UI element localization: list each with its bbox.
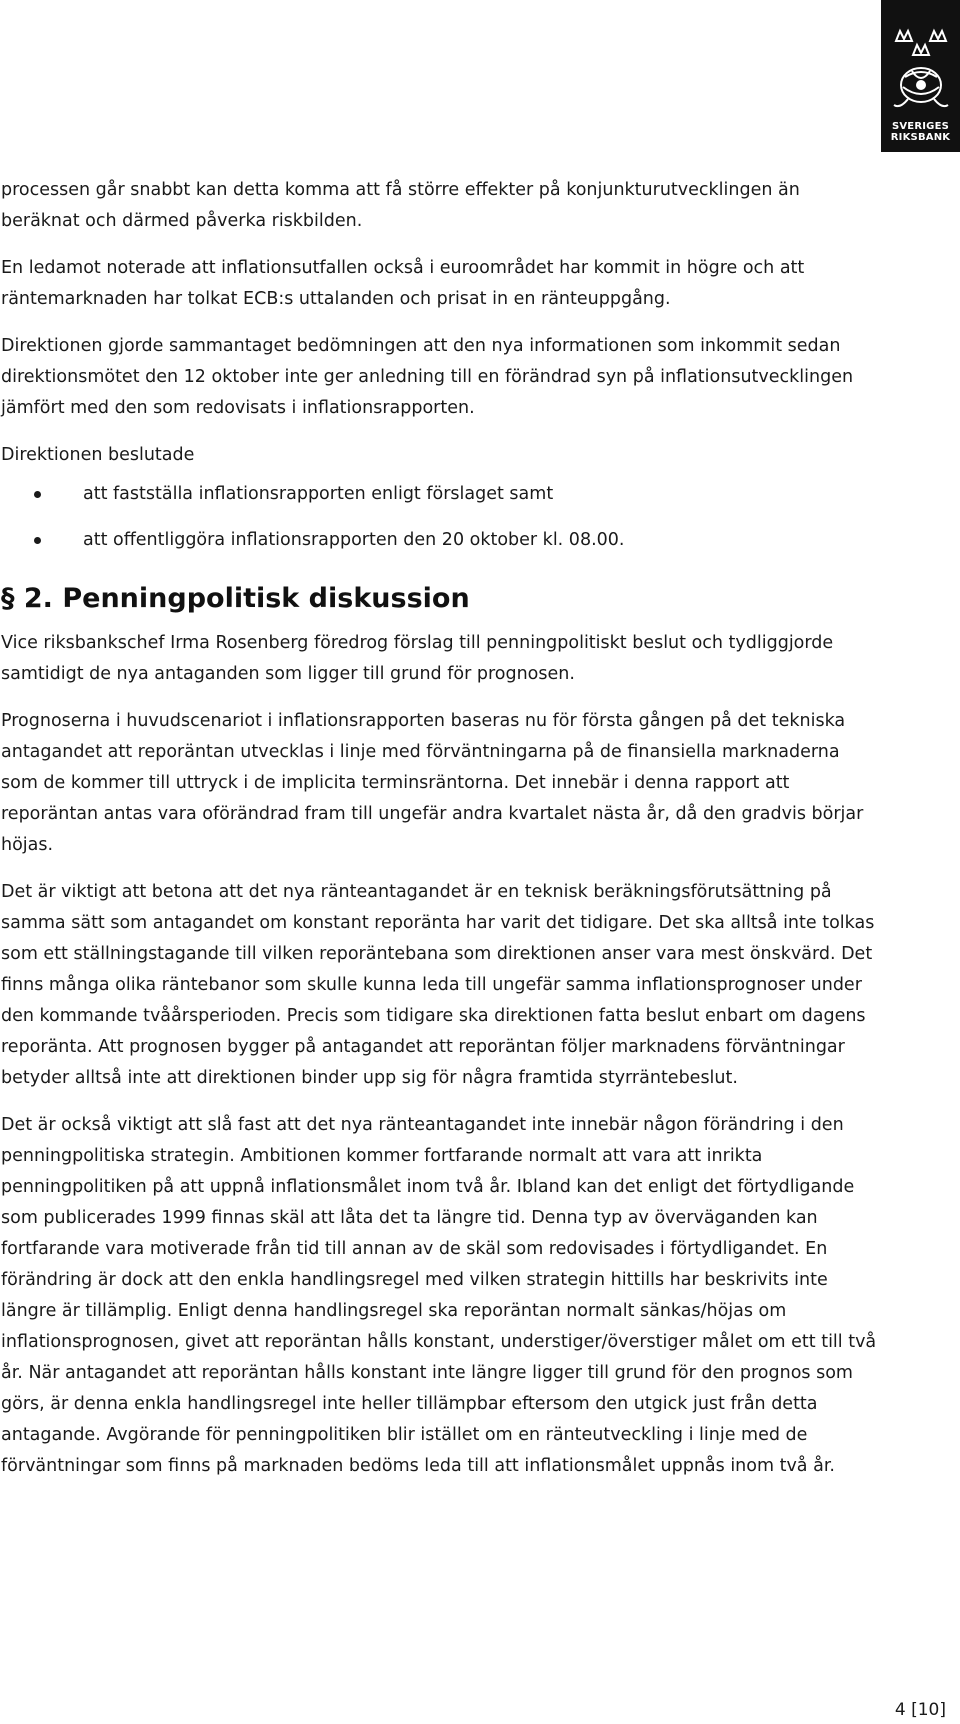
section-heading: § 2. Penningpolitisk diskussion — [1, 583, 470, 614]
bullet-icon — [34, 537, 41, 544]
paragraph: En ledamot noterade att inflationsutfallen också i euroområdet har kommit in högre och att räntemarknaden har tolkat ECB:s uttalanden och prisat in en ränteuppgång. — [1, 258, 805, 309]
bullet-icon — [34, 491, 41, 498]
paragraph: Direktionen beslutade — [1, 445, 195, 465]
paragraph: Det är viktigt att betona att det nya ränteantagandet är en teknisk beräkningsförutsättning på samma sätt som antagandet om konstant reporänta har varit det tidigare. Det ska alltså inte tolkas som ett ställningstagande till vilken reporäntebana som direktionen anser vara mest önskvärd. Det finns många olika räntebanor som skulle kunna leda till ungefär samma inflationsprognoser under den kommande tvåårsperioden. Precis som tidigare ska direktionen fatta beslut enbart om dagens reporänta. Att prognosen bygger på antagandet att reporäntan följer marknadens förväntningar betyder alltså inte att direktionen binder upp sig för några framtida styrräntebeslut. — [1, 882, 875, 1088]
logo-text — [891, 121, 950, 143]
decision-list — [1, 479, 881, 556]
list-item-text: att fastställa inflationsrapporten enligt förslaget samt — [83, 484, 554, 504]
paragraph: Prognoserna i huvudscenariot i inflationsrapporten baseras nu för första gången på det tekniska antagandet att reporäntan utvecklas i linje med förväntningarna på de finansiella marknaderna som de kommer till uttryck i de implicita terminsräntorna. Det innebär i denna rapport att reporäntan antas vara oförändrad fram till ungefär andra kvartalet nästa år, då den gradvis börjar höjas. — [1, 711, 864, 855]
paragraph: Vice riksbankschef Irma Rosenberg föredrog förslag till penningpolitiskt beslut och tydliggjorde samtidigt de nya antaganden som ligger till grund för prognosen. — [1, 633, 834, 684]
page-number: 4 [10] — [894, 1700, 946, 1720]
logo-line-2: RIKSBANK — [890, 132, 951, 143]
logo-line-1: SVERIGES — [891, 121, 950, 132]
paragraph: Det är också viktigt att slå fast att det nya ränteantagandet inte innebär någon förändring i den penningpolitiska strategin. Ambitionen kommer fortfarande normalt att vara att inrikta penningpolitiken på att uppnå inflationsmålet inom två år. Ibland kan det enligt det förtydligande som publicerades 1999 finnas skäl att låta det ta längre tid. Denna typ av överväganden kan fortfarande vara motiverade från tid till annan av de skäl som redovisades i förtydligandet. En förändring är dock att den enkla handlingsregel med vilken strategin hittills har beskrivits inte längre är tillämplig. Enligt denna handlingsregel ska reporäntan normalt sänkas/höjas om inflationsprognosen, givet att reporäntan hålls konstant, understiger/överstiger målet om ett till två år. När antagandet att reporäntan hålls konstant inte längre ligger till grund för den prognos som görs, är denna enkla handlingsregel inte heller tillämpbar eftersom den utgick just från detta antagande. Avgörande för penningpolitiken blir istället om en ränteutveckling i linje med de förväntningar som finns på marknaden bedöms leda till att inflationsmålet uppnås inom två år. — [1, 1115, 877, 1476]
riksbank-logo — [881, 0, 960, 152]
paragraph: Direktionen gjorde sammantaget bedömningen att den nya informationen som inkommit sedan direktionsmötet den 12 oktober inte ger anledning till en förändrad syn på inflationsutvecklingen jämfört med den som redovisats i inflationsrapporten. — [1, 336, 854, 418]
crown-emblem-icon — [888, 27, 954, 117]
list-item-text: att offentliggöra inflationsrapporten den 20 oktober kl. 08.00. — [83, 530, 625, 550]
document-body — [1, 175, 881, 1482]
list-item — [1, 525, 881, 556]
list-item — [1, 479, 881, 510]
paragraph: processen går snabbt kan detta komma att få större effekter på konjunkturutvecklingen än beräknat och därmed påverka riskbilden. — [1, 180, 800, 231]
